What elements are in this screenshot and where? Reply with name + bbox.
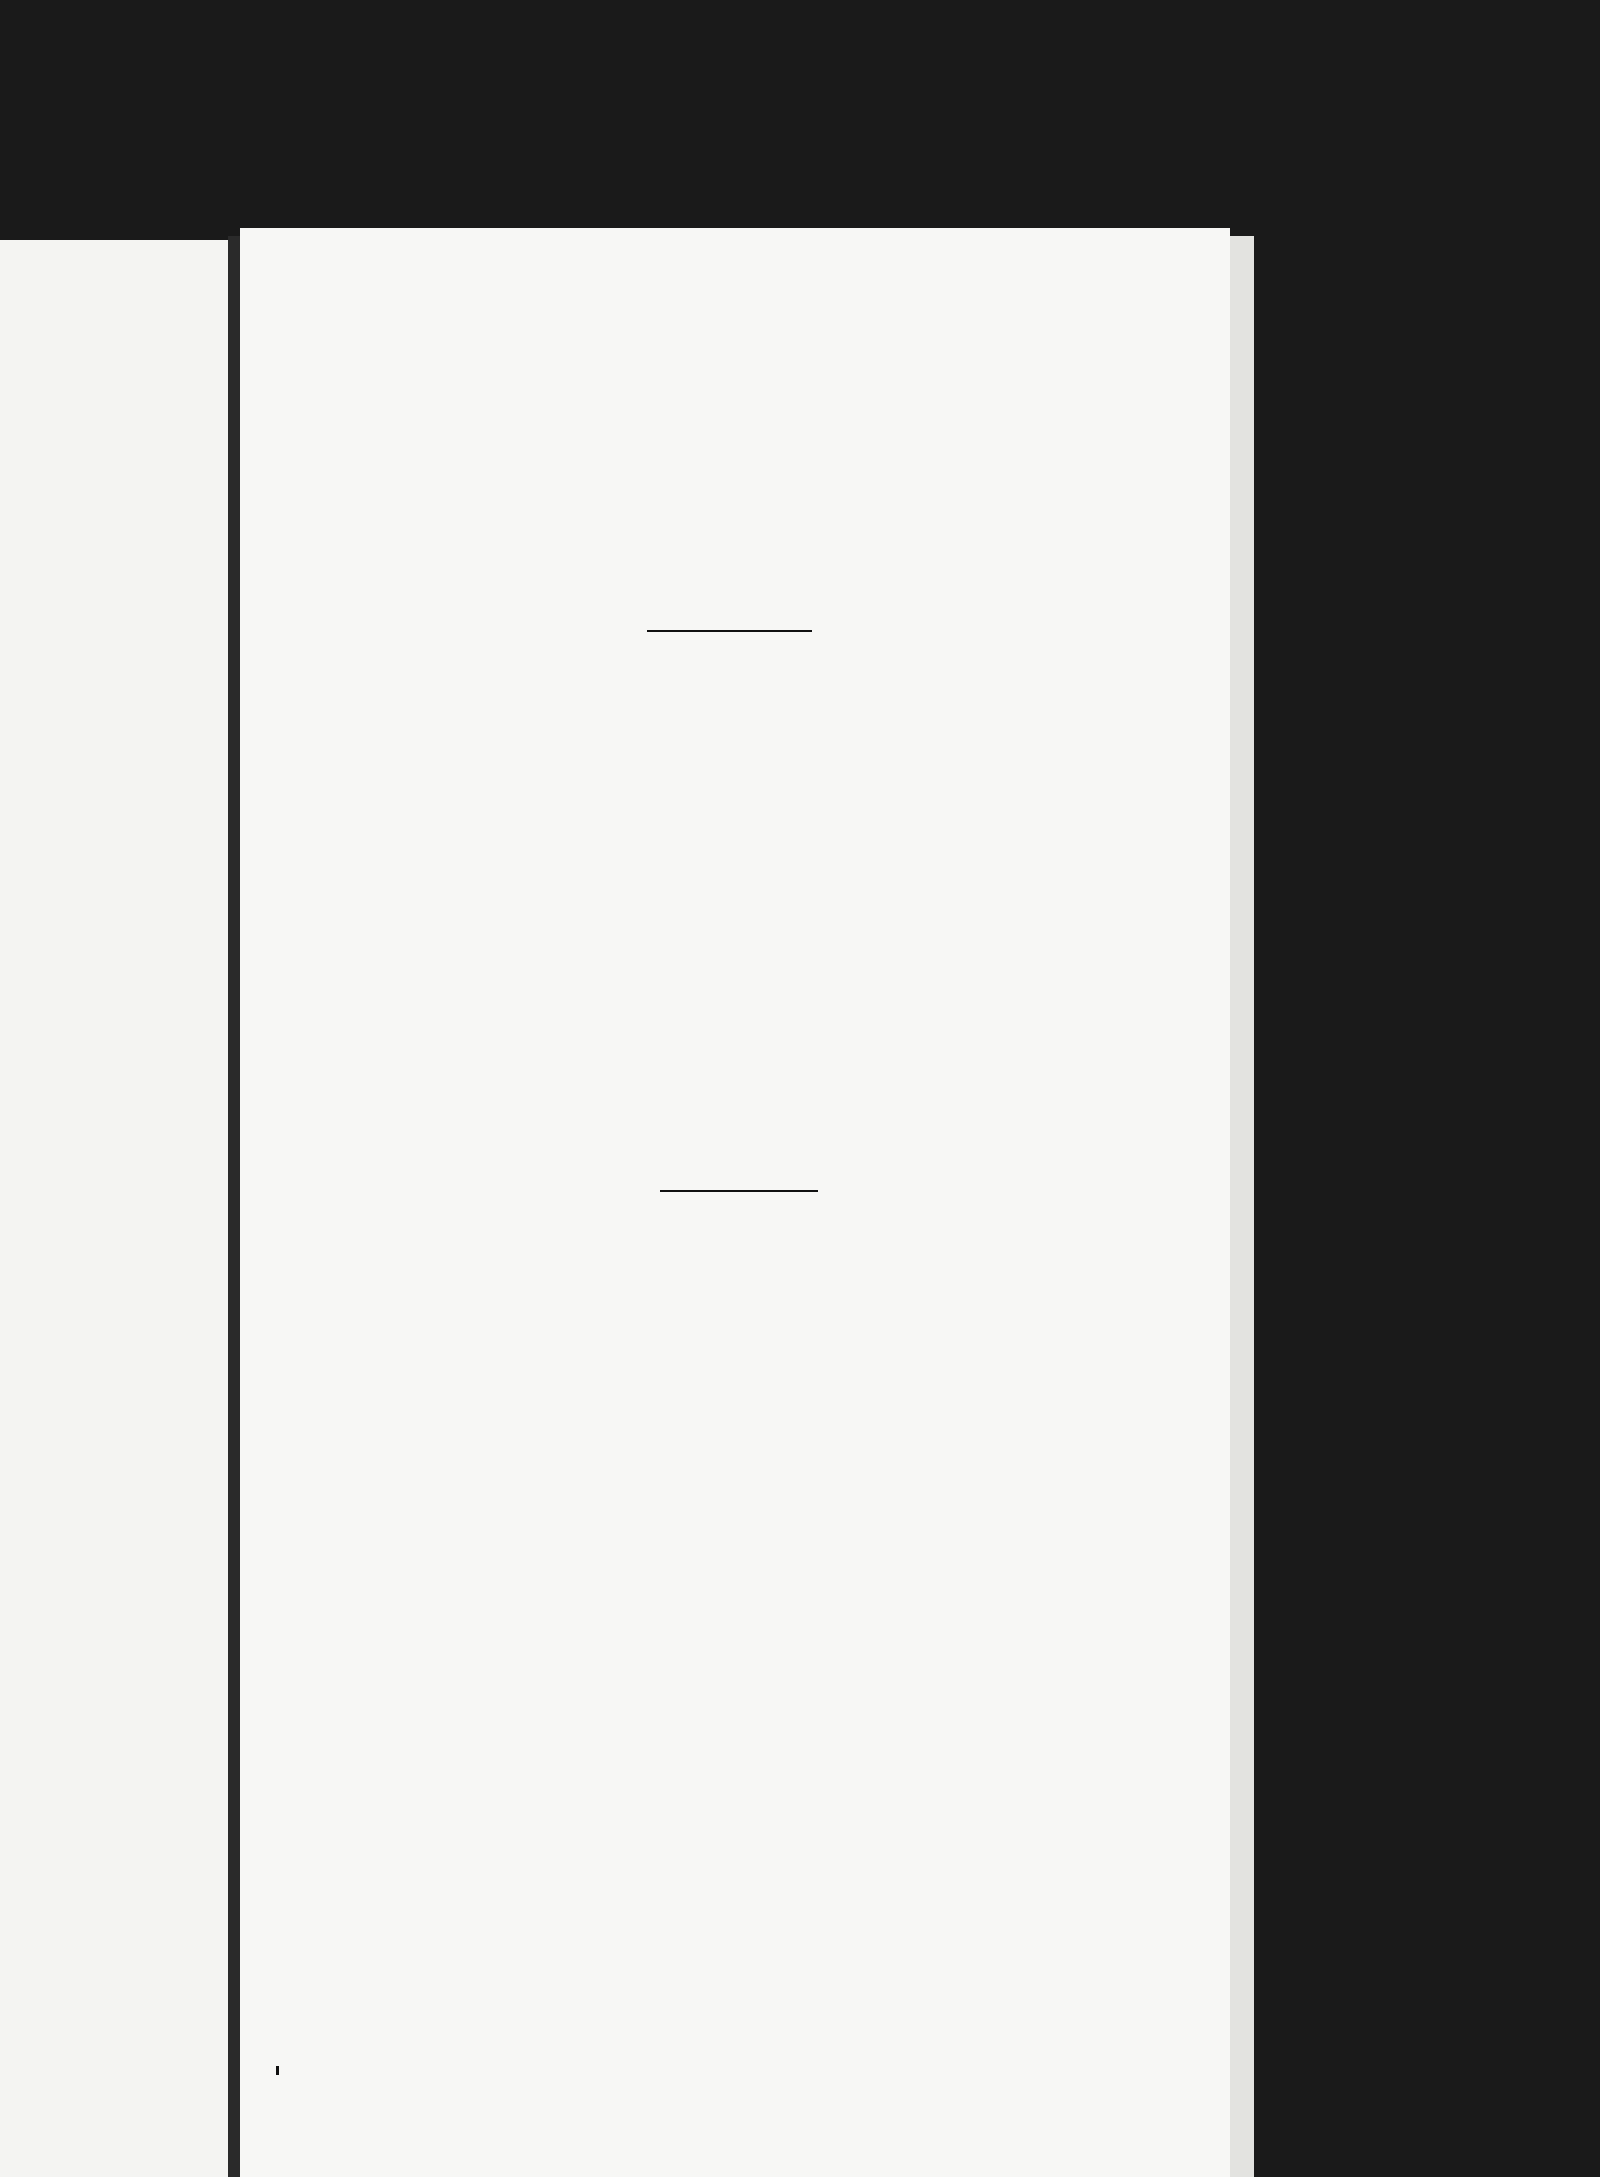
book-spine	[228, 236, 240, 2177]
section-divider	[647, 630, 812, 632]
page-edge	[1230, 236, 1254, 2177]
section-divider	[660, 1190, 818, 1192]
page-mark	[276, 2066, 279, 2075]
left-page-fragment	[0, 240, 228, 2177]
right-page	[240, 228, 1230, 2177]
